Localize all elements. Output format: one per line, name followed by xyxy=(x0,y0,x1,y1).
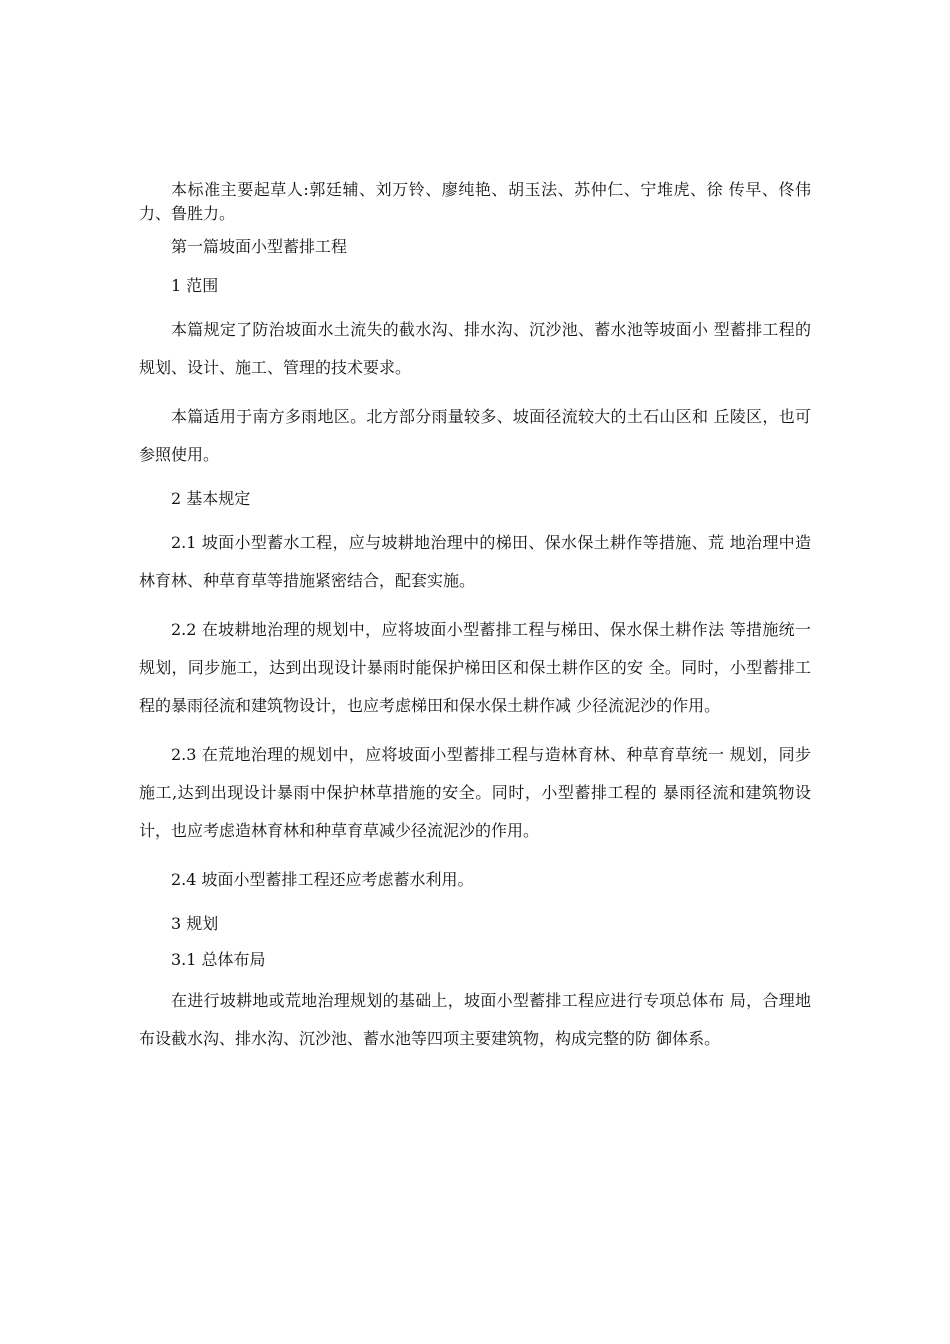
section-1-heading: 1 范围 xyxy=(171,276,219,295)
section-1-paragraph: 本篇规定了防治坡面水土流失的截水沟、排水沟、沉沙池、蓄水池等坡面小 型蓄排工程的规划、设计、施工、管理的技术要求。 xyxy=(139,320,811,377)
section-2-paragraph: 2.3 在荒地治理的规划中，应将坡面小型蓄排工程与造林育林、种草育草统一 规划，同步施工,达到出现设计暴雨中保护林草措施的安全。同时，小型蓄排工程的 暴雨径流和建筑物设计，也应考虑造林育林和种草育草减少径流泥沙的作用。 xyxy=(139,745,811,840)
section-3-paragraph: 在进行坡耕地或荒地治理规划的基础上，坡面小型蓄排工程应进行专项总体布 局，合理地布设截水沟、排水沟、沉沙池、蓄水池等四项主要建筑物，构成完整的防 御体系。 xyxy=(139,991,811,1048)
part-title: 第一篇坡面小型蓄排工程 xyxy=(171,237,348,256)
section-3-1-subheading: 3.1 总体布局 xyxy=(171,950,266,969)
section-2-paragraph: 2.1 坡面小型蓄水工程，应与坡耕地治理中的梯田、保水保土耕作等措施、荒 地治理中造林育林、种草育草等措施紧密结合，配套实施。 xyxy=(139,533,811,590)
section-2-heading: 2 基本规定 xyxy=(171,489,251,508)
drafters-paragraph: 本标准主要起草人:郭廷辅、刘万铃、廖纯艳、胡玉法、苏仲仁、宁堆虎、徐 传早、佟伟力、鲁胜力。 xyxy=(139,180,811,223)
document-body xyxy=(139,178,811,1069)
section-2-paragraph: 2.2 在坡耕地治理的规划中，应将坡面小型蓄排工程与梯田、保水保土耕作法 等措施统一规划，同步施工，达到出现设计暴雨时能保护梯田区和保土耕作区的安 全。同时，小型蓄排工程的暴雨径流和建筑物设计，也应考虑梯田和保水保土耕作减 少径流泥沙的作用。 xyxy=(139,620,811,715)
section-1-paragraph: 本篇适用于南方多雨地区。北方部分雨量较多、坡面径流较大的土石山区和 丘陵区，也可参照使用。 xyxy=(139,407,811,464)
section-3-heading: 3 规划 xyxy=(171,914,219,933)
section-2-paragraph: 2.4 坡面小型蓄排工程还应考虑蓄水利用。 xyxy=(171,870,474,889)
